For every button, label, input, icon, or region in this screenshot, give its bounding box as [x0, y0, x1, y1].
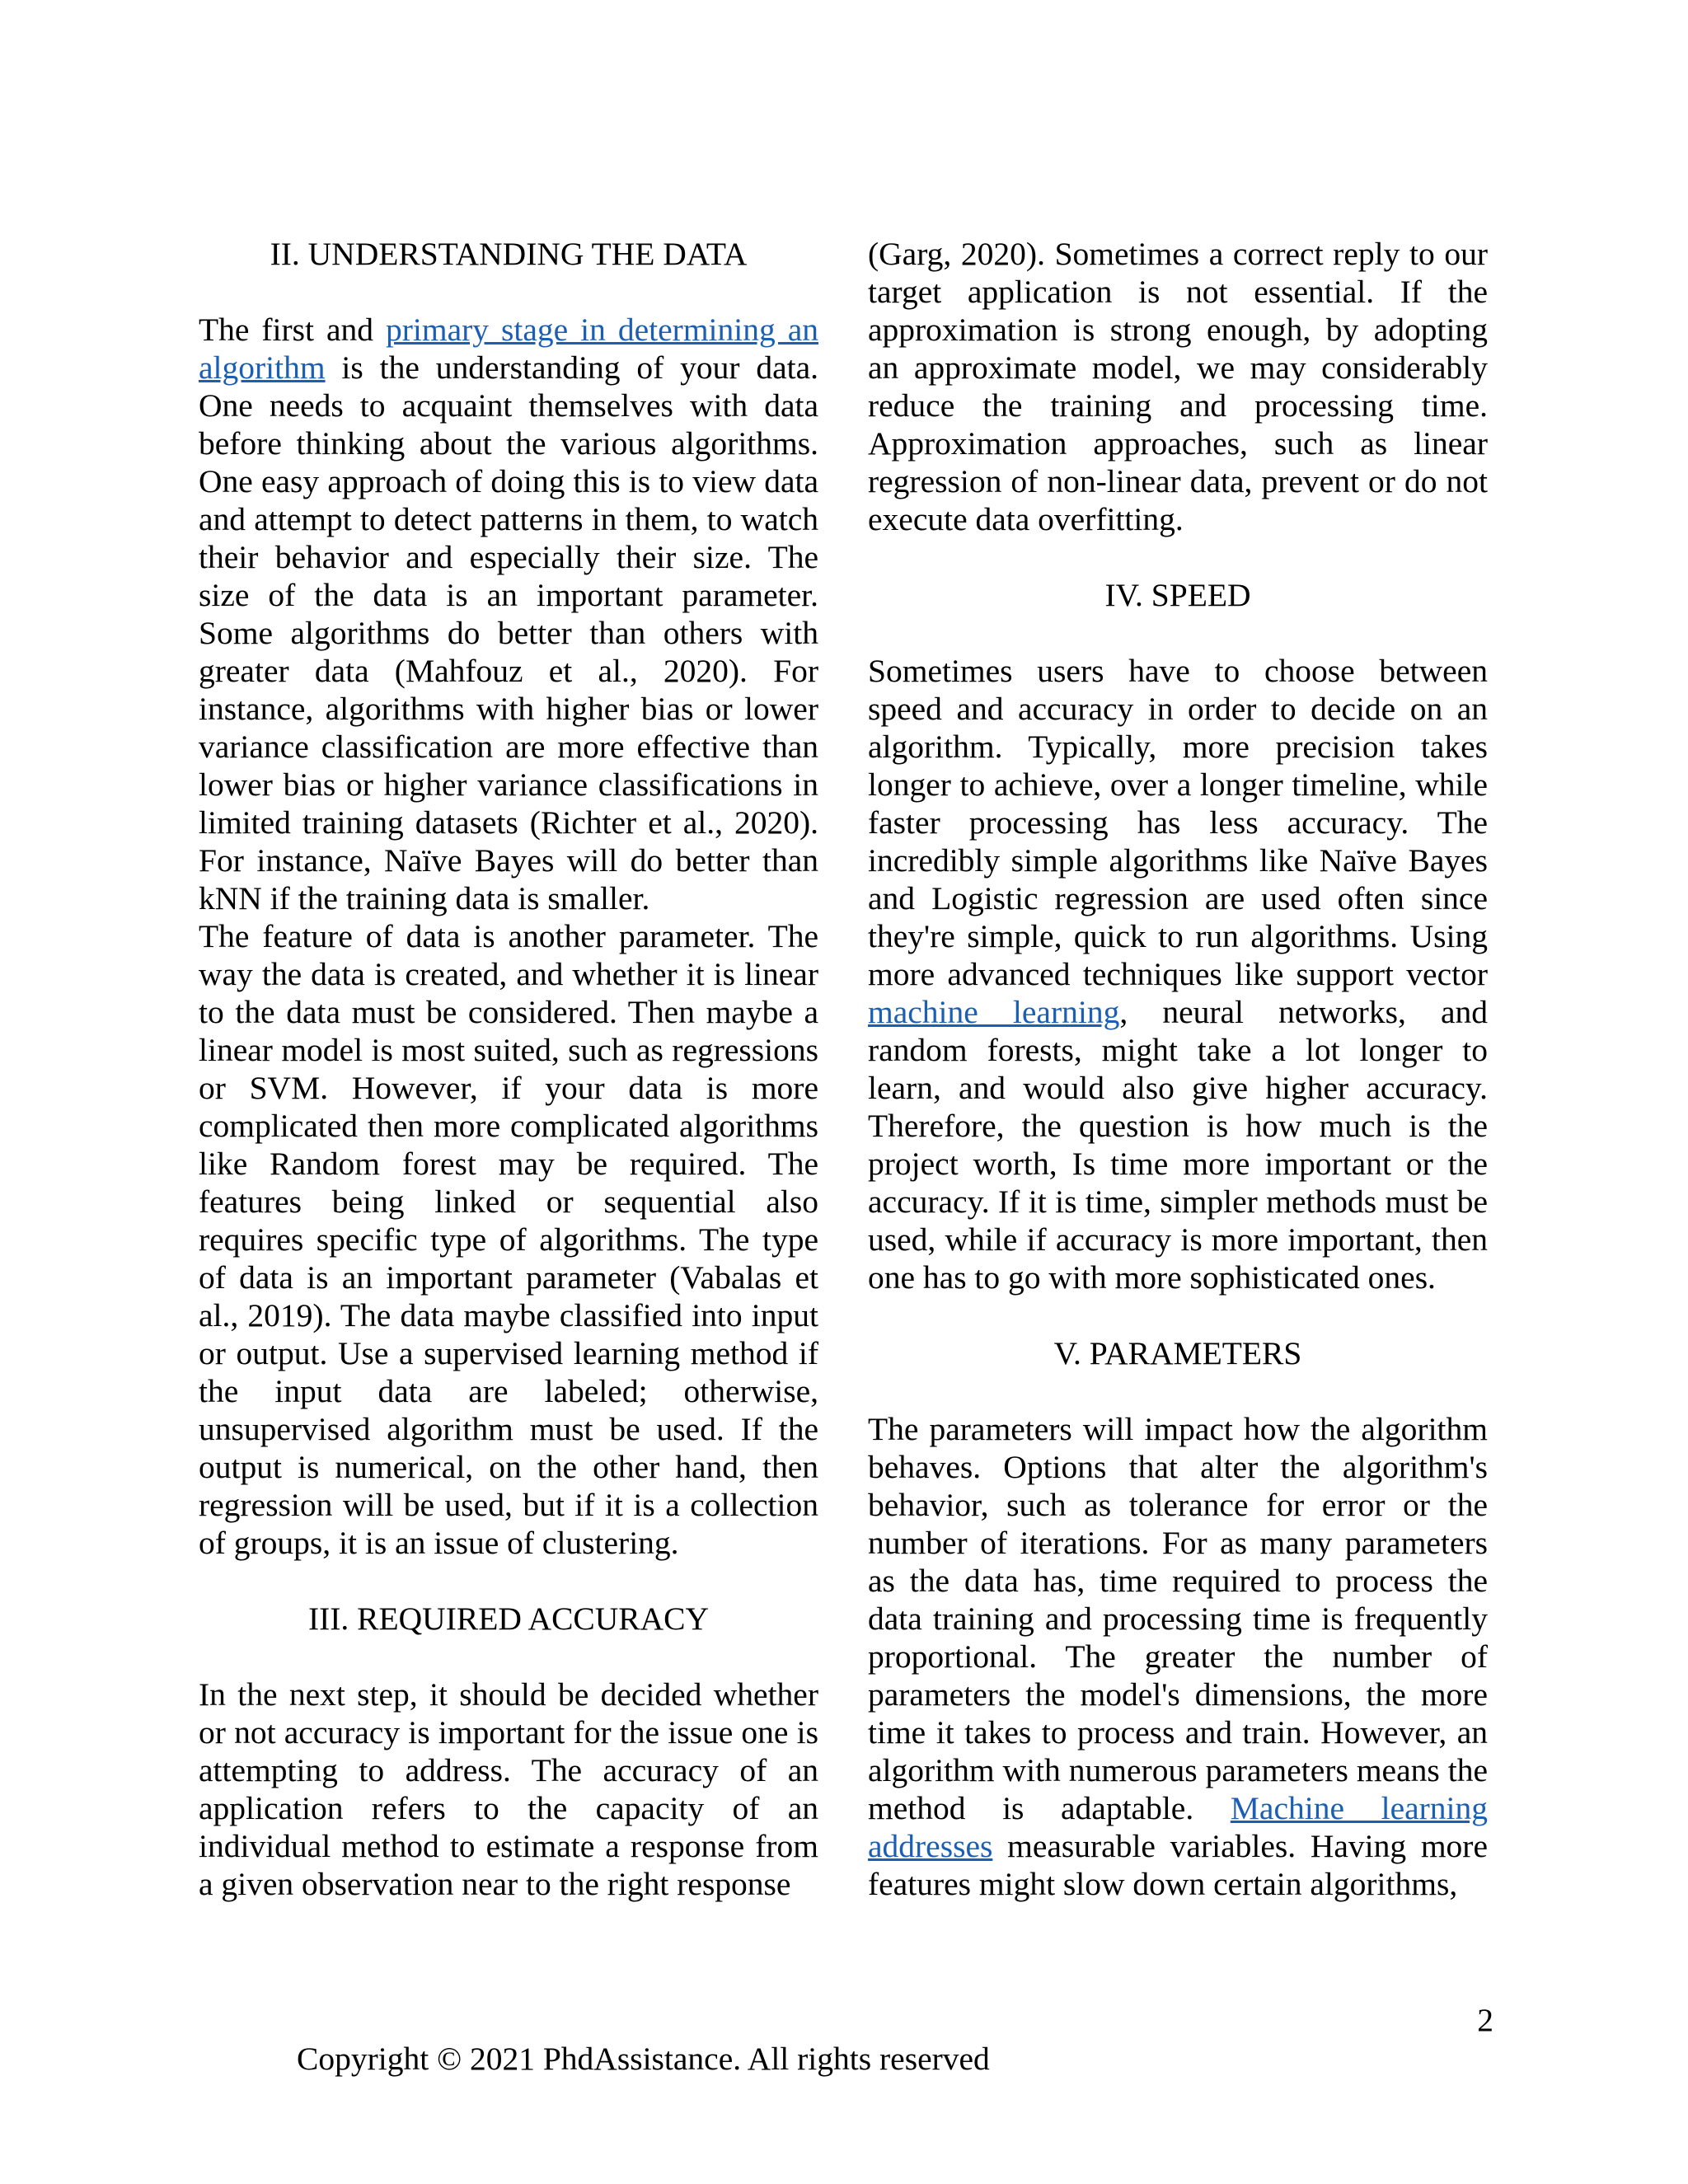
paragraph-parameters-1 — [868, 1410, 1488, 1903]
section-heading-parameters: V. PARAMETERS — [1053, 1335, 1302, 1371]
left-column — [199, 235, 818, 1903]
paragraph-understanding-data-2: The feature of data is another parameter. The way the data is created, and whether it is linear to the data must be considered. Then maybe a linear model is most suited, such as regressions or SVM. However, if your data is more complicated then more complicated algorithms like Random forest may be required. The features being linked or sequential also requires specific type of algorithms. The type of data is an important parameter (Vabalas et al., 2019). The data maybe classified into input or output. Use a supervised learning method if the input data are labeled; otherwise, unsupervised algorithm must be used. If the output is numerical, on the other hand, then regression will be used, but if it is a collection of groups, it is an issue of clustering. — [199, 918, 818, 1561]
section-heading-required-accuracy: III. REQUIRED ACCURACY — [307, 1601, 710, 1637]
paragraph-speed-1 — [868, 652, 1488, 1296]
link-primary-stage-algorithm[interactable]: primary stage in determining an algorithm — [199, 312, 818, 386]
paragraph-text: is the understanding of your data. One needs to acquaint themselves with data before thinking about the various algorithms. One easy approach of doing this is to view data and attempt to detect patterns in them, to watch their behavior and especially their size. The size of the data is an important parameter. Some algorithms do better than others with greater data (Mahfouz et al., 2020). For instance, algorithms with higher bias or lower variance classification are more effective than lower bias or higher variance classifications in limited training datasets (Richter et al., 2020). For instance, Naïve Bayes will do better than kNN if the training data is smaller. — [199, 349, 818, 916]
paragraph-required-accuracy-1: In the next step, it should be decided whether or not accuracy is important for the issue one is attempting to address. The accuracy of an application refers to the capacity of an individual method to estimate a response from a given observation near to the right response — [199, 1676, 818, 1902]
paragraph-text: , neural networks, and random forests, might take a lot longer to learn, and would also give higher accuracy. Therefore, the question is how much is the project worth, Is time more important or the accuracy. If it is time, simpler methods must be used, while if accuracy is more important, then one has to go with more sophisticated ones. — [868, 994, 1488, 1296]
right-column — [868, 235, 1488, 1903]
paragraph-text: measurable variables. Having more features might slow down certain algorithms, — [868, 1828, 1488, 1902]
paragraph-text: The parameters will impact how the algorithm behaves. Options that alter the algorithm's behavior, such as tolerance for error or the number of iterations. For as many parameters as the data has, time required to process the data training and processing time is frequently proportional. The greater the number of parameters the model's dimensions, the more time it takes to process and train. However, an algorithm with numerous parameters means the method is adaptable. — [868, 1411, 1488, 1826]
link-machine-learning[interactable]: machine learning — [868, 994, 1120, 1030]
section-heading-speed: IV. SPEED — [1104, 577, 1251, 613]
paragraph-required-accuracy-continued: (Garg, 2020). Sometimes a correct reply to our target application is not essential. If the approximation is strong enough, by adopting an approximate model, we may considerably reduce the training and processing time. Approximation approaches, such as linear regression of non-linear data, prevent or do not execute data overfitting. — [868, 236, 1488, 537]
page-number: 2 — [1477, 2002, 1493, 2038]
paragraph-text: Sometimes users have to choose between speed and accuracy in order to decide on an algorithm. Typically, more precision takes longer to achieve, over a longer timeline, while faster processing has less accuracy. The incredibly simple algorithms like Naïve Bayes and Logistic regression are used often since they're simple, quick to run algorithms. Using more advanced techniques like support vector — [868, 653, 1488, 992]
link-machine-learning-addresses[interactable]: Machine learning addresses — [868, 1790, 1489, 1864]
paragraph-understanding-data-1 — [199, 311, 818, 917]
section-heading-understanding-data: II. UNDERSTANDING THE DATA — [270, 236, 748, 272]
paragraph-text: The first and — [199, 312, 387, 348]
copyright-footer: Copyright © 2021 PhdAssistance. All rights reserved — [297, 2041, 990, 2077]
